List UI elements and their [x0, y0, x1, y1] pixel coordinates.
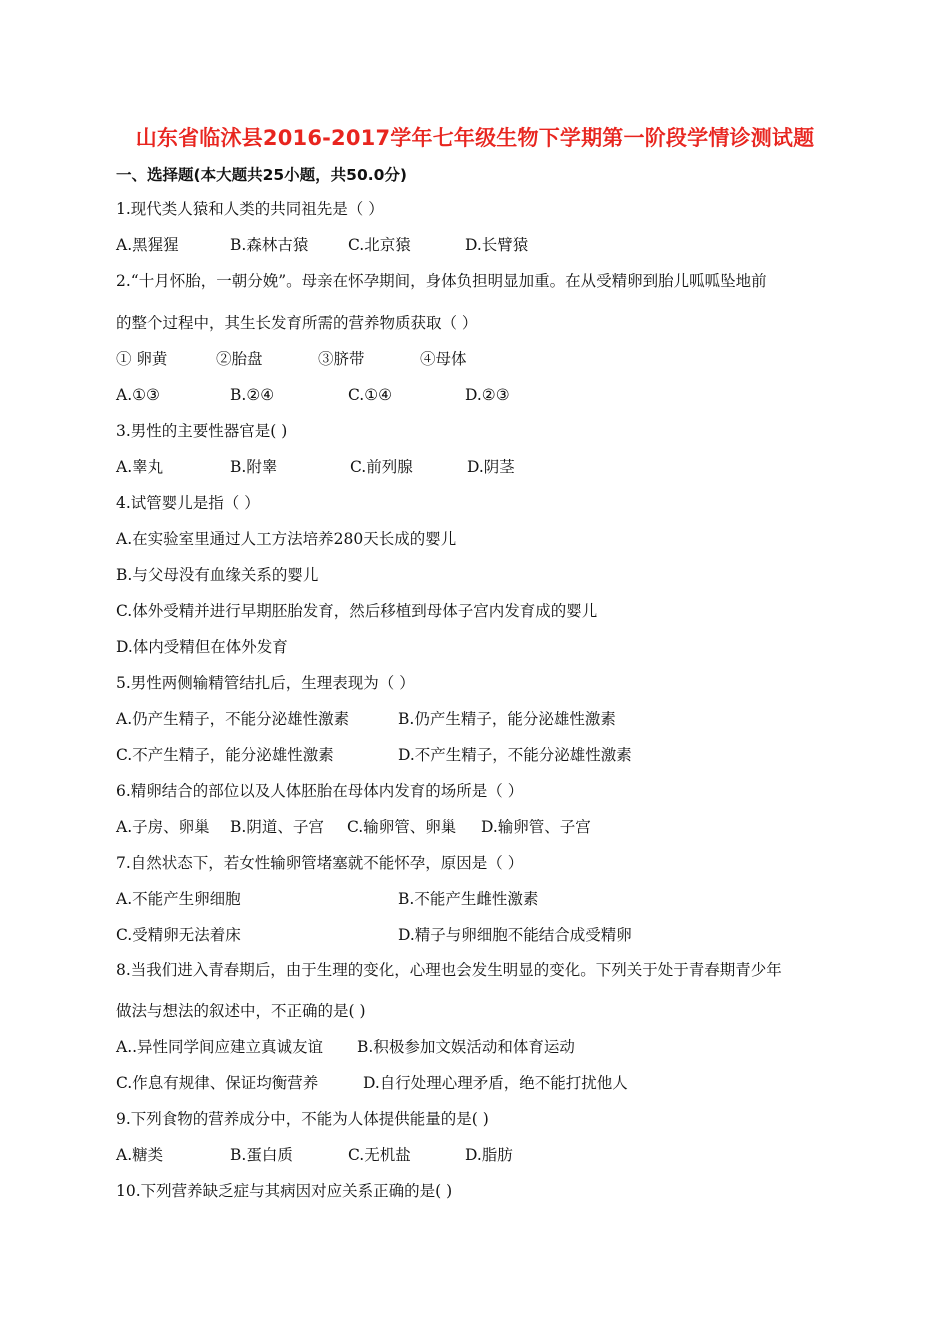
question-4-option-a: A.在实验室里通过人工方法培养280天长成的婴儿: [116, 530, 457, 548]
question-3-option-d: D.阴茎: [467, 458, 515, 476]
question-6-stem: 6.精卵结合的部位以及人体胚胎在母体内发育的场所是（ ）: [116, 782, 524, 800]
question-2-stem-line-2: 的整个过程中，其生长发育所需的营养物质获取（ ）: [116, 314, 478, 332]
question-2-item-1: ① 卵黄: [116, 350, 168, 368]
question-1-option-d: D.长臂猿: [465, 236, 529, 254]
question-3-stem: 3.男性的主要性器官是( ): [116, 422, 288, 440]
question-7-option-c: C.受精卵无法着床: [116, 926, 241, 944]
question-2-item-4: ④母体: [420, 350, 467, 368]
question-3-option-a: A.睾丸: [116, 458, 164, 476]
question-9-option-a: A.糖类: [116, 1146, 164, 1164]
question-1-stem: 1.现代类人猿和人类的共同祖先是（ ）: [116, 200, 384, 218]
question-6-option-d: D.输卵管、子宫: [481, 818, 591, 836]
question-1-option-a: A.黑猩猩: [116, 236, 179, 254]
question-2-item-3: ③脐带: [318, 350, 365, 368]
question-4-option-d: D.体内受精但在体外发育: [116, 638, 288, 656]
question-10-stem: 10.下列营养缺乏症与其病因对应关系正确的是( ): [116, 1182, 453, 1200]
question-3-option-c: C.前列腺: [350, 458, 413, 476]
question-2-option-c: C.①④: [348, 386, 393, 404]
question-8-stem-line-1: 8.当我们进入青春期后，由于生理的变化，心理也会发生明显的变化。下列关于处于青春期青少年: [116, 961, 782, 979]
question-2-option-a: A.①③: [116, 386, 160, 404]
question-6-option-c: C.输卵管、卵巢: [347, 818, 457, 836]
question-3-option-b: B.附睾: [230, 458, 278, 476]
question-8-option-c: C.作息有规律、保证均衡营养: [116, 1074, 319, 1092]
question-2-option-d: D.②③: [465, 386, 510, 404]
question-5-option-c: C.不产生精子，能分泌雄性激素: [116, 746, 334, 764]
question-6-option-a: A.子房、卵巢: [116, 818, 210, 836]
exam-title: 山东省临沭县2016-2017学年七年级生物下学期第一阶段学情诊测试题: [135, 126, 815, 150]
question-1-option-b: B.森林古猿: [230, 236, 309, 254]
question-9-stem: 9.下列食物的营养成分中，不能为人体提供能量的是( ): [116, 1110, 489, 1128]
question-8-option-b: B.积极参加文娱活动和体育运动: [357, 1038, 575, 1056]
question-9-option-c: C.无机盐: [348, 1146, 411, 1164]
question-8-option-d: D.自行处理心理矛盾，绝不能打扰他人: [363, 1074, 628, 1092]
question-5-option-b: B.仍产生精子，能分泌雄性激素: [398, 710, 616, 728]
question-4-option-b: B.与父母没有血缘关系的婴儿: [116, 566, 319, 584]
question-7-option-a: A.不能产生卵细胞: [116, 890, 241, 908]
question-6-option-b: B.阴道、子宫: [230, 818, 324, 836]
question-4-stem: 4.试管婴儿是指（ ）: [116, 494, 260, 512]
question-7-option-b: B.不能产生雌性激素: [398, 890, 539, 908]
question-5-option-d: D.不产生精子，不能分泌雄性激素: [398, 746, 632, 764]
question-2-stem-line-1: 2.“十月怀胎，一朝分娩”。母亲在怀孕期间，身体负担明显加重。在从受精卵到胎儿呱呱坠地前: [116, 272, 767, 290]
question-8-stem-line-2: 做法与想法的叙述中，不正确的是( ): [116, 1002, 366, 1020]
question-9-option-b: B.蛋白质: [230, 1146, 293, 1164]
question-2-option-b: B.②④: [230, 386, 275, 404]
question-8-option-a: A..异性同学间应建立真诚友谊: [116, 1038, 324, 1056]
question-9-option-d: D.脂肪: [465, 1146, 513, 1164]
question-1-option-c: C.北京猿: [348, 236, 411, 254]
question-5-stem: 5.男性两侧输精管结扎后，生理表现为（ ）: [116, 674, 415, 692]
question-4-option-c: C.体外受精并进行早期胚胎发育，然后移植到母体子宫内发育成的婴儿: [116, 602, 598, 620]
question-5-option-a: A.仍产生精子，不能分泌雄性激素: [116, 710, 350, 728]
question-7-option-d: D.精子与卵细胞不能结合成受精卵: [398, 926, 632, 944]
question-7-stem: 7.自然状态下，若女性输卵管堵塞就不能怀孕，原因是（ ）: [116, 854, 524, 872]
section-heading: 一、选择题(本大题共25小题，共50.0分): [116, 166, 407, 184]
question-2-item-2: ②胎盘: [216, 350, 263, 368]
